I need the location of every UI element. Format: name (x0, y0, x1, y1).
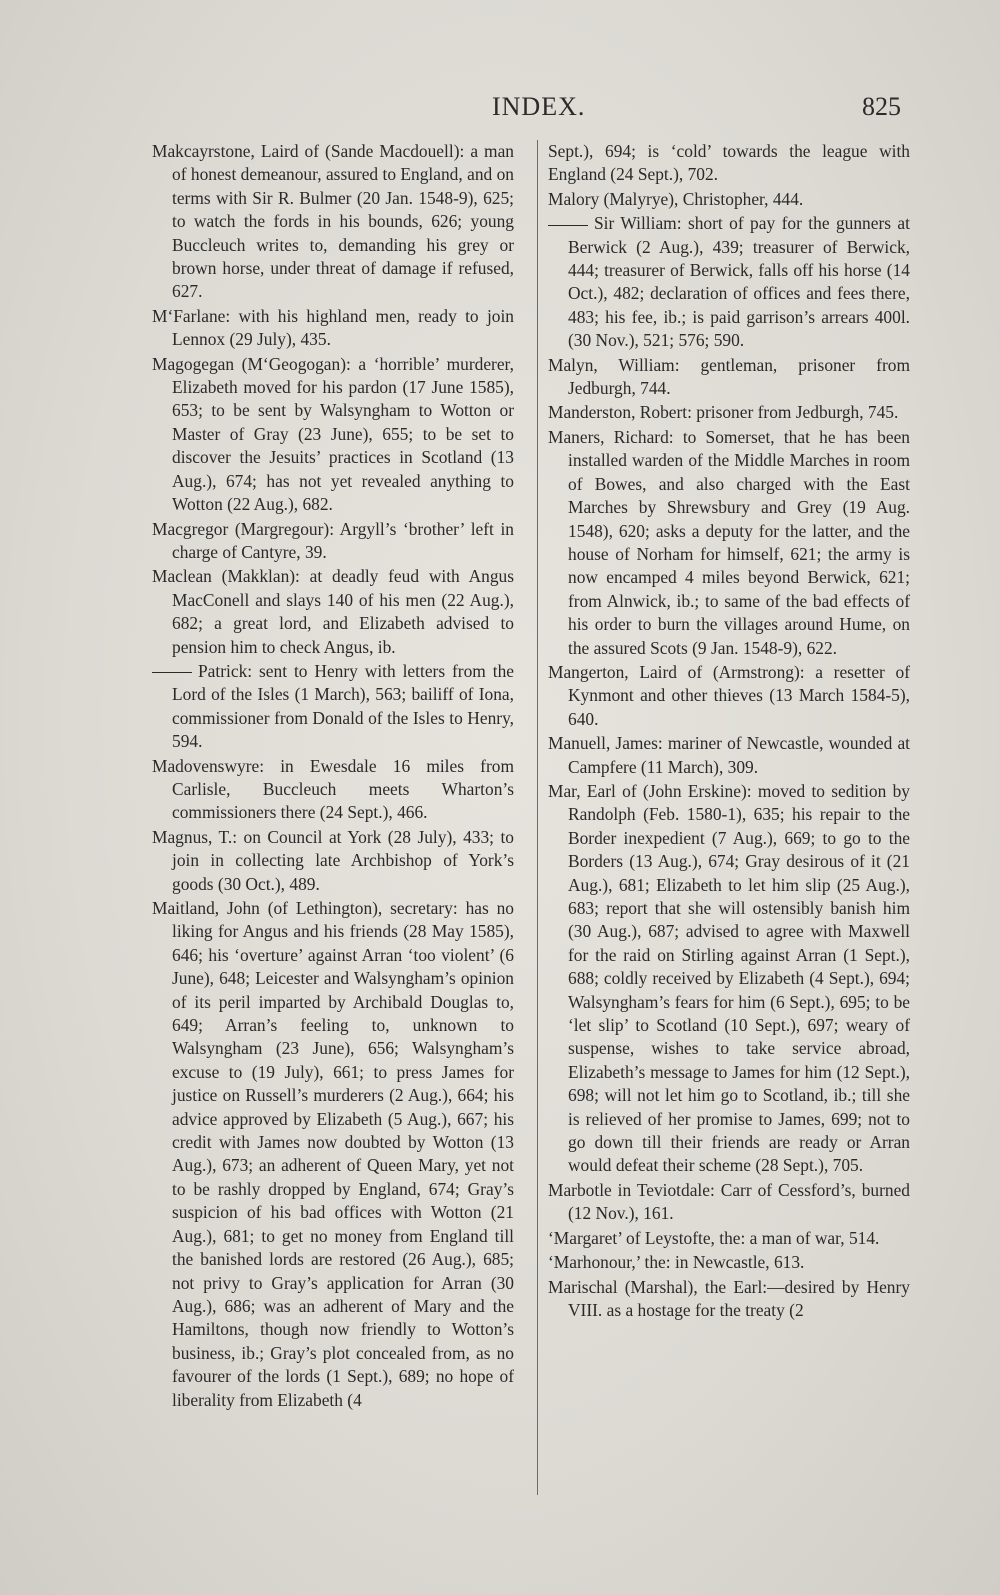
index-entry (548, 1251, 910, 1274)
index-entry-text: M‘Farlane: with his highland men, ready to join Lennox (29 July), 435. (152, 305, 514, 350)
index-entry-text: Maitland, John (of Lethington), secretary: has no liking for Angus and his friends (28 May 1585), 646; his ‘overture’ against Arran ‘too violent’ (6 June), 648; Leicester and Walsyngham’s opinion of its peril imparted by Archibald Douglas to, 649; Arran’s feeling to, unknown to Walsyngham (23 June), 656; Walsyngham’s excuse to (19 July), 661; to press James for justice on Russell’s murderers (2 Aug.), 664; his advice approved by Elizabeth (5 Aug.), 667; his credit with James now doubted by Wotton (13 Aug.), 673; an adherent of Queen Mary, yet not to be rashly dropped by England, 674; Gray’s suspicion of his bad offices with Wotton (21 Aug.), 681; to get no money from England till the banished lords are restored (26 Aug.), 685; not privy to Gray’s application for Arran (30 Aug.), 686; was an adherent of Mary and the Hamiltons, though now friendly to Wotton’s business, ib.; Gray’s plot concealed from, as no favourer of the lords (1 Sept.), 689; no hope of liberality from Elizabeth (4 (152, 898, 514, 1410)
column-divider (537, 140, 538, 1495)
index-entry (548, 1179, 910, 1226)
index-entry-text: Manderston, Robert: prisoner from Jedburgh, 745. (548, 402, 899, 423)
index-entry (152, 140, 514, 304)
index-entry (548, 188, 910, 211)
index-entry (548, 1227, 910, 1250)
index-entry-text: Magnus, T.: on Council at York (28 July), 433; to join in collecting late Archbishop of York’s goods (30 Oct.), 489. (152, 826, 514, 894)
index-entry-text: Mangerton, Laird of (Armstrong): a resetter of Kynmont and other thieves (13 March 1584-5), 640. (548, 661, 910, 729)
index-entry (548, 212, 910, 352)
index-entry-text: Marbotle in Teviotdale: Carr of Cessford’s, burned (12 Nov.), 161. (548, 1179, 910, 1224)
index-entry (548, 354, 910, 401)
index-entry-text: Maclean (Makklan): at deadly feud with Angus MacConell and slays 140 of his men (22 Aug.), 682; a great lord, and Elizabeth advised to pension him to check Angus, ib. (152, 566, 514, 657)
ditto-dash (548, 225, 588, 226)
index-entry-text: Maners, Richard: to Somerset, that he has been installed warden of the Middle Marches in room of Bowes, and also charged with the East Marches by Shrewsbury and Grey (19 Aug. 1548), 620; asks a deputy for the latter, and the house of Norham for himself, 621; the army is now encamped 4 miles beyond Berwick, 621; from Alnwick, ib.; to same of the bad effects of his order to burn the villages around Hume, on the assured Scots (9 Jan. 1548-9), 622. (548, 426, 910, 658)
index-entry (548, 661, 910, 731)
page-title: INDEX. (492, 92, 586, 121)
index-entry-text: ‘Marhonour,’ the: in Newcastle, 613. (548, 1252, 805, 1273)
index-entry (548, 140, 910, 187)
index-entry-text: Marischal (Marshal), the Earl:—desired by Henry VIII. as a hostage for the treaty (2 (548, 1276, 910, 1320)
index-entry-text: Macgregor (Margregour): Argyll’s ‘brother’ left in charge of Cantyre, 39. (152, 518, 514, 562)
index-entry (548, 732, 910, 779)
index-entry (152, 353, 514, 517)
index-column-right (548, 140, 910, 1323)
index-entry-text: Patrick: sent to Henry with letters from the Lord of the Isles (1 March), 563; bailiff of Iona, commissioner from Donald of the Isles to Henry, 594. (172, 660, 514, 752)
index-entry-text: Sept.), 694; is ‘cold’ towards the league with England (24 Sept.), 702. (548, 141, 910, 185)
index-entry-text: Makcayrstone, Laird of (Sande Macdouell): a man of honest demeanour, assured to England, and on terms with Sir R. Bulmer (20 Jan. 1548-9), 625; to watch the fords in his bounds, 626; young Buccleuch writes to, demanding his grey or brown horse, under threat of damage if refused, 627. (152, 141, 514, 302)
index-entry (152, 518, 514, 565)
index-entry (548, 1276, 910, 1323)
index-entry-text: Malyn, William: gentleman, prisoner from Jedburgh, 744. (548, 354, 910, 399)
index-entry (152, 305, 514, 352)
index-entry-text: ‘Margaret’ of Leystofte, the: a man of war, 514. (548, 1227, 880, 1248)
index-entry (152, 826, 514, 896)
ditto-dash (152, 672, 192, 673)
index-entry-text: Magogegan (M‘Geogogan): a ‘horrible’ murderer, Elizabeth moved for his pardon (17 June 1585), 653; to be sent by Walsyngham to Wotton or Master of Gray (23 June), 655; to be set to discover the Jesuits’ practices in Scotland (13 Aug.), 674; has not yet revealed anything to Wotton (22 Aug.), 682. (152, 353, 514, 515)
index-entry (152, 755, 514, 825)
index-entry-text: Malory (Malyrye), Christopher, 444. (548, 188, 804, 209)
index-entry-text: Sir William: short of pay for the gunners at Berwick (2 Aug.), 439; treasurer of Berwick, 444; treasurer of Berwick, falls off his horse (14 Oct.), 482; declaration of offices and fees there, 483; his fee, ib.; is paid garrison’s arrears 400l. (30 Nov.), 521; 576; 590. (568, 213, 910, 351)
index-entry-text: Madovenswyre: in Ewesdale 16 miles from Carlisle, Buccleuch meets Wharton’s commissioners there (24 Sept.), 466. (152, 755, 514, 823)
index-entry (152, 565, 514, 659)
index-entry (548, 426, 910, 660)
index-entry (548, 780, 910, 1178)
index-entry (152, 660, 514, 754)
page-number: 825 (862, 92, 901, 121)
index-column-left (152, 140, 514, 1413)
index-entry (152, 897, 514, 1412)
index-entry-text: Mar, Earl of (John Erskine): moved to sedition by Randolph (Feb. 1580-1), 635; his repair to the Border inexpedient (7 Aug.), 669; to go to the Borders (13 Aug.), 674; Gray desirous of it (21 Aug.), 681; Elizabeth to let him slip (25 Aug.), 683; report that she will ostensibly banish him (30 Aug.), 687; advised to agree with Maxwell for the raid on Stirling against Arran (1 Sept.), 688; coldly received by Elizabeth (4 Sept.), 694; Walsyngham’s fears for him (6 Sept.), 695; to be ‘let slip’ to Scotland (10 Sept.), 697; weary of suspense, wishes to take service abroad, Elizabeth’s message to James for him (12 Sept.), 698; will not let him go to Scotland, ib.; till she is relieved of her promise to James, 699; not to go down till their friends are ready or Arran would defeat their scheme (28 Sept.), 705. (548, 780, 910, 1176)
index-entry (548, 401, 910, 424)
running-header (0, 92, 1000, 132)
index-entry-text: Manuell, James: mariner of Newcastle, wounded at Campfere (11 March), 309. (548, 733, 910, 777)
